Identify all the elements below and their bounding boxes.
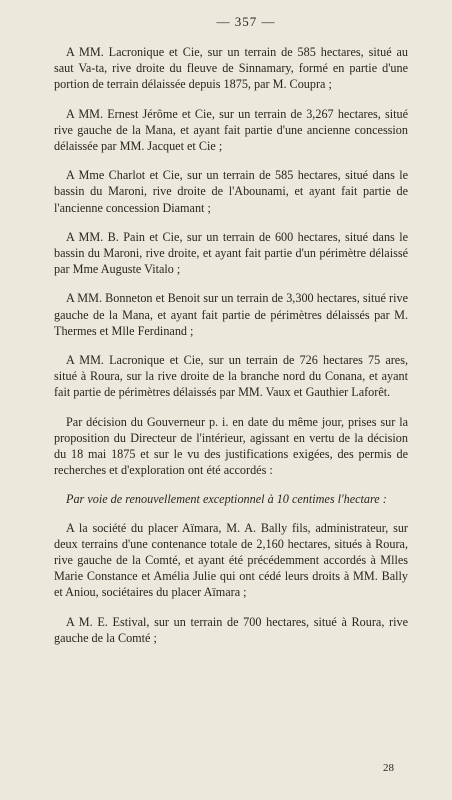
document-body — [54, 44, 408, 646]
paragraph-lacronique-585: A MM. Lacronique et Cie, sur un terrain de 585 hectares, situé au saut Va-ta, rive droite du fleuve de Sinnamary, formé en partie d'une portion de terrain délaissée depuis 1875, par M. Coupra ; — [54, 45, 408, 92]
paragraph-aimara: A la société du placer Aïmara, M. A. Bally fils, administrateur, sur deux terrains d'une contenance totale de 2,160 hectares, situés à Roura, rive gauche de la Comté, et ayant été précédemment accordés à Mlles Marie Constance et Amélia Julie qui ont cédé leurs droits à MM. Bally et Aniou, sociétaires du placer Aïmara ; — [54, 520, 408, 600]
paragraph-jerome: A MM. Ernest Jérôme et Cie, sur un terrain de 3,267 hectares, situé rive gauche de la Mana, et ayant fait partie d'une ancienne concession délaissée par MM. Jacquet et Cie ; — [54, 106, 408, 154]
page-number: — 357 — — [216, 14, 276, 29]
paragraph-estival: A M. E. Estival, sur un terrain de 700 hectares, situé à Roura, rive gauche de la Comté ; — [54, 614, 408, 645]
paragraph-decision: Par décision du Gouverneur p. i. en date du même jour, prises sur la proposition du Directeur de l'intérieur, agissant en vertu de la décision du 18 mai 1875 et sur le vu des justifications exigées, des permis de recherches et d'exploration ont été accordés : — [54, 414, 408, 478]
signature-mark: 28 — [383, 762, 394, 774]
section-heading-renouvellement: Par voie de renouvellement exceptionnel à 10 centimes l'hectare : — [66, 492, 387, 507]
paragraph-charlot: A Mme Charlot et Cie, sur un terrain de 585 hectares, situé dans le bassin du Maroni, rive droite de l'Abounami, et ayant fait partie de l'ancienne concession Diamant ; — [54, 168, 408, 215]
paragraph-lacronique-726: A MM. Lacronique et Cie, sur un terrain de 726 hectares 75 ares, situé à Roura, sur la rive droite de la branche nord du Conana, et ayant fait partie de périmètres délaissés par MM. Vaux et Gauthier Laforêt. — [54, 353, 408, 400]
paragraph-pain: A MM. B. Pain et Cie, sur un terrain de 600 hectares, situé dans le bassin du Maroni, rive droite, et ayant fait partie d'un périmètre délaissé par Mme Auguste Vitalo ; — [54, 229, 408, 277]
paragraph-bonneton: A MM. Bonneton et Benoit sur un terrain de 3,300 hectares, situé rive gauche de la Mana, et ayant fait partie de périmètres délaissés par M. Thermes et Mlle Ferdinand ; — [54, 291, 408, 338]
